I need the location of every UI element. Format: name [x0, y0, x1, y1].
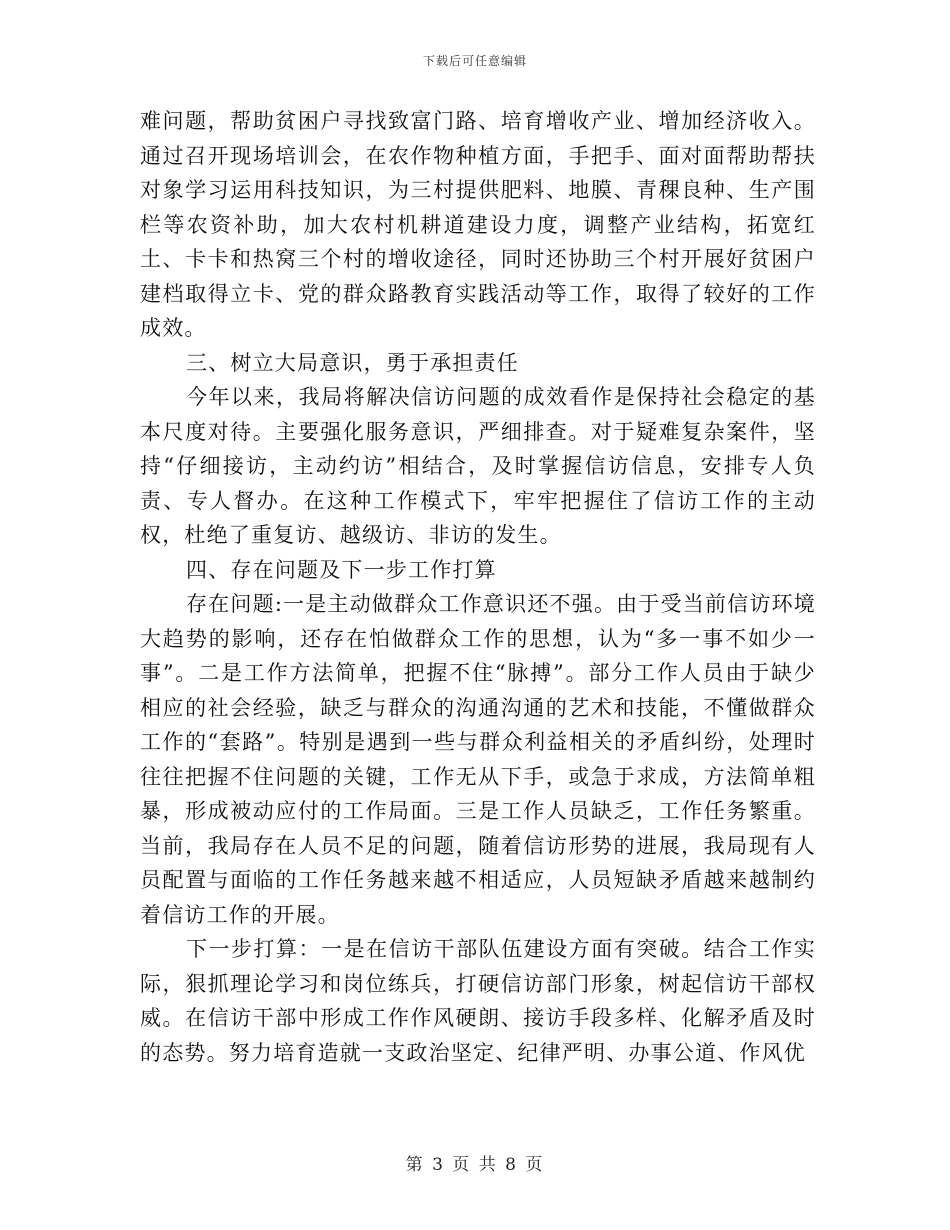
section-heading-3: 三、树立大局意识，勇于承担责任 [186, 350, 519, 375]
paragraph-next-steps: 下一步打算：一是在信访干部队伍建设方面有突破。结合工作实际，狠抓理论学习和岗位练兵，打硬信访部门形象，树起信访干部权威。在信访干部中形成工作作风硬朗、接访手段多样、化解矛盾及时的态势。努力培育造就一支政治坚定、纪律严明、办事公道、作风优 [140, 937, 816, 1065]
header-note: 下载后可任意编辑 [422, 54, 527, 68]
paragraph-problems: 存在问题:一是主动做群众工作意识还不强。由于受当前信访环境大趋势的影响，还存在怕做群众工作的思想，认为“多一事不如少一事”。二是工作方法简单，把握不住“脉搏”。部分工作人员由于缺少相应的社会经验，缺乏与群众的沟通沟通的艺术和技能，不懂做群众工作的“套路”。特别是遇到一些与群众利益相关的矛盾纠纷，处理时往往把握不住问题的关键，工作无从下手，或急于求成，方法简单粗暴，形成被动应付的工作局面。三是工作人员缺乏，工作任务繁重。当前，我局存在人员不足的问题，随着信访形势的进展，我局现有人员配置与面临的工作任务越来越不相适应，人员短缺矛盾越来越制约着信访工作的开展。 [140, 592, 816, 927]
paragraph-continued: 难问题，帮助贫困户寻找致富门路、培育增收产业、增加经济收入。通过召开现场培训会，在农作物种植方面，手把手、面对面帮助帮扶对象学习运用科技知识，为三村提供肥料、地膜、青稞良种、生产围栏等农资补助，加大农村机耕道建设力度，调整产业结构，拓宽红土、卡卡和热窝三个村的增收途径，同时还协助三个村开展好贫困户建档取得立卡、党的群众路教育实践活动等工作，取得了较好的工作成效。 [140, 109, 816, 340]
page-number: 第 3 页 共 8 页 [405, 1155, 545, 1175]
paragraph-petition-work: 今年以来，我局将解决信访问题的成效看作是保持社会稳定的基本尺度对待。主要强化服务意识，严细排查。对于疑难复杂案件，坚持“仔细接访，主动约访”相结合，及时掌握信访信息，安排专人负责、专人督办。在这种工作模式下，牢牢把握住了信访工作的主动权，杜绝了重复访、越级访、非访的发生。 [140, 385, 816, 547]
document-body [140, 104, 816, 1070]
section-heading-4: 四、存在问题及下一步工作打算 [186, 557, 497, 582]
